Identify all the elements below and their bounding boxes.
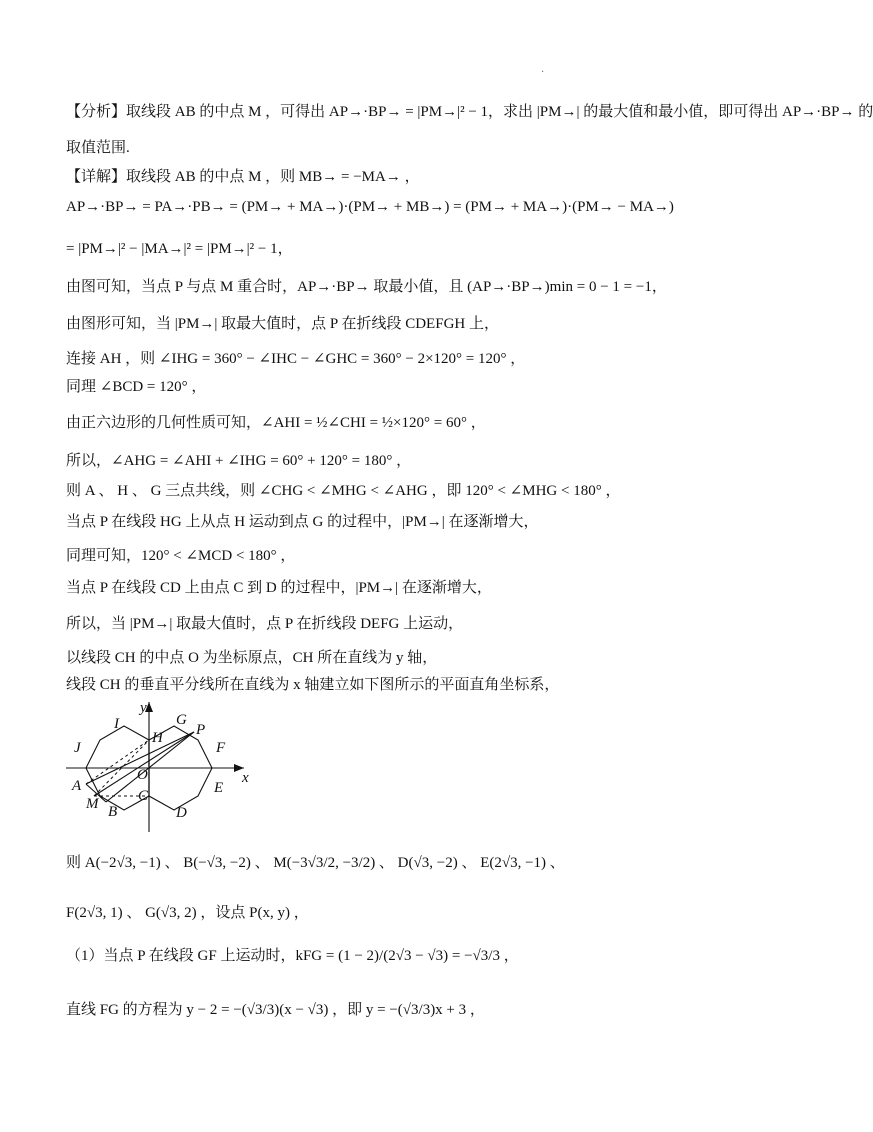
detail-line-16: 线段 CH 的垂直平分线所在直线为 x 轴建立如下图所示的平面直角坐标系， bbox=[66, 677, 560, 693]
coord-line-2: F(2√3, 1) 、 G(√3, 2) ，设点 P(x, y) ， bbox=[66, 905, 309, 921]
segment-mp bbox=[94, 732, 194, 796]
label-f: F bbox=[216, 740, 226, 756]
label-y: y bbox=[140, 700, 147, 716]
hexagon-diagram bbox=[64, 700, 260, 834]
detail-line-2: AP→·BP→ = PA→·PB→ = (PM→ + MA→)·(PM→ + MB→) = (PM→ + MA→)·(PM→ − MA→) bbox=[66, 199, 674, 215]
detail-line-6: 连接 AH ，则 ∠IHG = 360° − ∠IHC − ∠GHC = 360° − 2×120° = 120° ， bbox=[66, 351, 526, 367]
coord-line-1: 则 A(−2√3, −1) 、 B(−√3, −2) 、 M(−3√3/2, −3/2) 、 D(√3, −2) 、 E(2√3, −1) 、 bbox=[66, 855, 565, 871]
detail-line-14: 所以，当 |PM→| 取最大值时，点 P 在折线段 DEFG 上运动， bbox=[66, 616, 464, 632]
label-j: J bbox=[74, 740, 81, 756]
detail-line-8: 由正六边形的几何性质可知，∠AHI = ½∠CHI = ½×120° = 60° ， bbox=[66, 415, 486, 431]
label-i: I bbox=[114, 716, 119, 732]
label-x: x bbox=[242, 770, 249, 786]
detail-line-5: 由图形可知，当 |PM→| 取最大值时，点 P 在折线段 CDEFGH 上， bbox=[66, 316, 499, 332]
detail-line-12: 同理可知，120° < ∠MCD < 180° ， bbox=[66, 548, 296, 564]
label-p: P bbox=[196, 722, 206, 738]
page-mark: . bbox=[541, 64, 545, 75]
detail-line-7: 同理 ∠BCD = 120° ， bbox=[66, 379, 207, 395]
detail-line-3: = |PM→|² − |MA→|² = |PM→|² − 1， bbox=[66, 241, 293, 257]
label-c: C bbox=[138, 788, 149, 804]
detail-line-10: 则 A 、 H 、 G 三点共线，则 ∠CHG < ∠MHG < ∠AHG ，即 120° < ∠MHG < 180° ， bbox=[66, 483, 621, 499]
analysis-line-1: 【分析】取线段 AB 的中点 M ，可得出 AP→·BP→ = |PM→|² − 1，求出 |PM→| 的最大值和最小值，即可得出 AP→·BP→ 的 bbox=[66, 104, 873, 120]
label-h: H bbox=[152, 730, 163, 746]
case1-line-2: 直线 FG 的方程为 y − 2 = −(√3/3)(x − √3) ，即 y = −(√3/3)x + 3 ， bbox=[66, 1002, 485, 1018]
segment-bp bbox=[106, 732, 194, 802]
detail-line-13: 当点 P 在线段 CD 上由点 C 到 D 的过程中，|PM→| 在逐渐增大， bbox=[66, 580, 492, 596]
detail-line-1: 【详解】取线段 AB 的中点 M ，则 MB→ = −MA→ ， bbox=[66, 169, 420, 185]
detail-line-9: 所以，∠AHG = ∠AHI + ∠IHG = 60° + 120° = 180° ， bbox=[66, 453, 412, 469]
label-a: A bbox=[72, 778, 82, 794]
detail-line-15: 以线段 CH 的中点 O 为坐标原点，CH 所在直线为 y 轴， bbox=[66, 650, 438, 666]
analysis-line-2: 取值范围. bbox=[66, 140, 130, 156]
detail-line-11: 当点 P 在线段 HG 上从点 H 运动到点 G 的过程中，|PM→| 在逐渐增大， bbox=[66, 514, 539, 530]
label-d: D bbox=[176, 805, 187, 821]
label-m: M bbox=[86, 796, 99, 812]
label-g: G bbox=[176, 712, 187, 728]
label-o: O bbox=[137, 767, 148, 783]
label-e: E bbox=[214, 780, 224, 796]
label-b: B bbox=[108, 804, 118, 820]
case1-line-1: （1）当点 P 在线段 GF 上运动时，kFG = (1 − 2)/(2√3 − √3) = −√3/3 ， bbox=[66, 948, 519, 964]
detail-line-4: 由图可知，当点 P 与点 M 重合时，AP→·BP→ 取最小值，且 (AP→·BP→)min = 0 − 1 = −1， bbox=[66, 279, 667, 295]
